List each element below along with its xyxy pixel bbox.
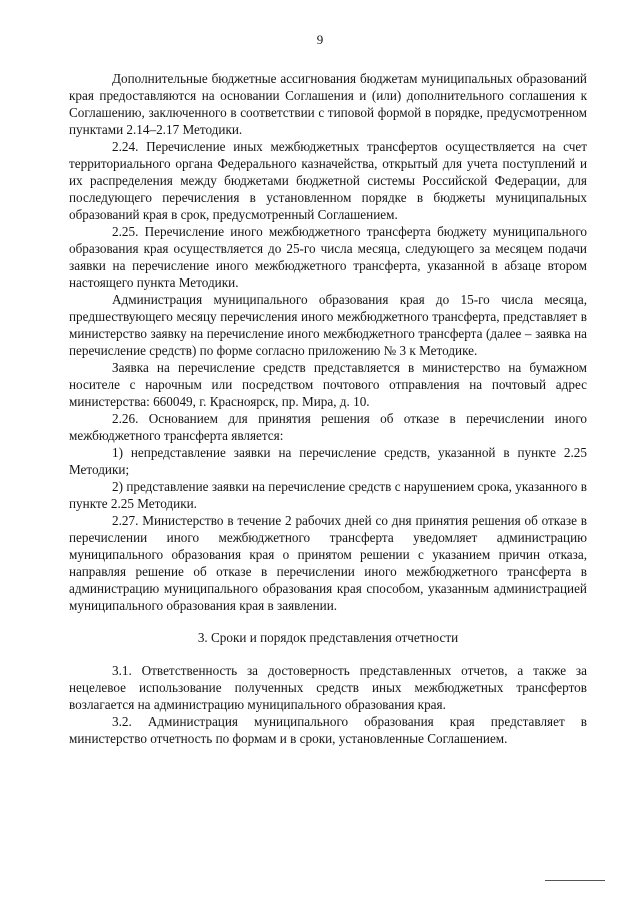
- list-item-2: 2) представление заявки на перечисление средств с нарушением срока, указанного в пункте 2.25 Методики.: [69, 479, 587, 511]
- paragraph-3-1: 3.1. Ответственность за достоверность представленных отчетов, а также за нецелевое использование полученных средств иных межбюджетных трансфертов возлагается на администрацию муниципального образования края.: [69, 663, 587, 712]
- paragraph-request-submission: Заявка на перечисление средств представляется в министерство на бумажном носителе с нарочным или посредством почтового отправления на почтовый адрес министерства: 660049, г. Красноярск, пр. Мира, д. 10.: [69, 360, 587, 409]
- paragraph-3-2: 3.2. Администрация муниципального образования края представляет в министерство отчетность по формам и в сроки, установленные Соглашением.: [69, 714, 587, 746]
- paragraph-2-25: 2.25. Перечисление иного межбюджетного трансферта бюджету муниципального образования края осуществляется до 25-го числа месяца, следующего за месяцем подачи заявки на перечисление иного межбюджетного трансферта, указанной в абзаце втором настоящего пункта Методики.: [69, 224, 587, 290]
- paragraph-administration-request: Администрация муниципального образования края до 15-го числа месяца, предшествующего месяцу перечисления иного межбюджетного трансферта, представляет в министерство заявку на перечисление иного межбюджетного трансферта (далее – заявка на перечисление средств) по форме согласно приложению № 3 к Методике.: [69, 292, 587, 358]
- paragraph-2-26: 2.26. Основанием для принятия решения об отказе в перечислении иного межбюджетного трансферта является:: [69, 411, 587, 443]
- list-item-1: 1) непредставление заявки на перечисление средств, указанной в пункте 2.25 Методики;: [69, 445, 587, 477]
- document-body: [69, 70, 587, 747]
- section-heading: 3. Сроки и порядок представления отчетности: [197, 630, 459, 645]
- footer-rule: [545, 880, 605, 881]
- paragraph-additional-allocations: Дополнительные бюджетные ассигнования бюджетам муниципальных образований края предоставляются на основании Соглашения и (или) дополнительного соглашения к Соглашению, заключенного в соответствии с типовой формой в порядке, предусмотренном пунктами 2.14–2.17 Методики.: [69, 71, 587, 137]
- paragraph-2-27: 2.27. Министерство в течение 2 рабочих дней со дня принятия решения об отказе в перечислении иного межбюджетного трансферта уведомляет администрацию муниципального образования края о принятом решении с указанием причин отказа, направляя решение об отказе в перечислении иного межбюджетного трансферта в администрацию муниципального образования края способом, указанным администрацией муниципального образования края в заявлении.: [69, 513, 587, 613]
- page-number: 9: [316, 32, 324, 47]
- paragraph-2-24: 2.24. Перечисление иных межбюджетных трансфертов осуществляется на счет территориального органа Федерального казначейства, открытый для учета поступлений и их распределения между бюджетами бюджетной системы Российской Федерации, для последующего перечисления в установленном порядке в бюджеты муниципальных образований края в срок, предусмотренный Соглашением.: [69, 139, 587, 222]
